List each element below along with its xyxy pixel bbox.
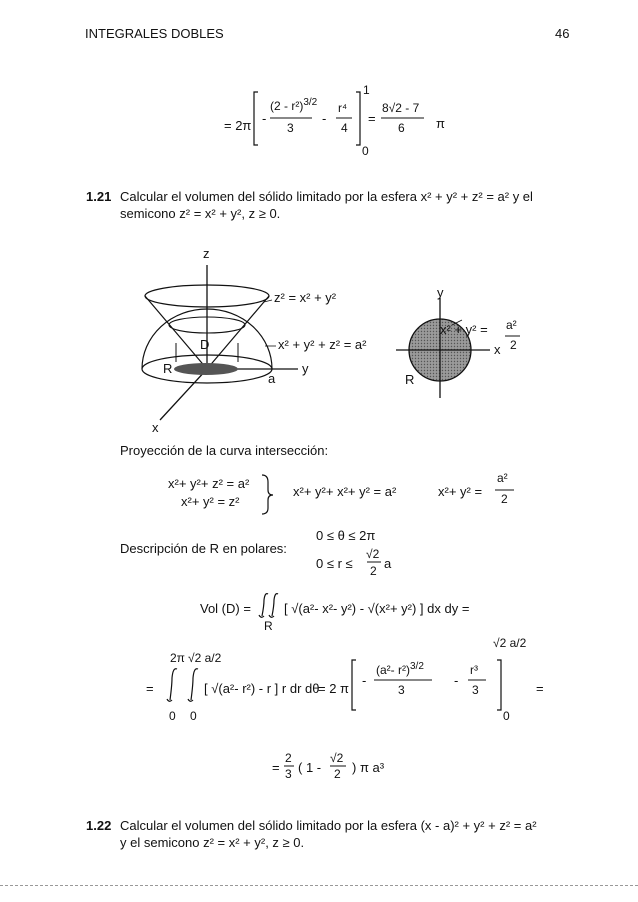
problem-1-21-number: 1.21 [86,189,112,204]
eq1-lower: 0 [362,144,369,158]
eq1-minus2: - [322,111,327,126]
polar-r-num: √2 [366,547,380,561]
polar-r-den: 2 [370,564,377,578]
fig1-axis-x-label: x [152,420,159,435]
pi-f1-den: 3 [398,683,405,697]
bottom-scan-artifact [0,885,638,887]
eq1-suffix: π [436,116,445,131]
projection-sys1: x²+ y²+ z² = a² [168,476,250,491]
pi-eval-lower: 0 [503,709,510,723]
polar-theta-range: 0 ≤ θ ≤ 2π [316,528,376,543]
problem-1-22-line1: Calcular el volumen del sólido limitado por la esfera (x - a)² + y² + z² = a² [120,818,537,833]
result-den: 3 [285,767,292,781]
problem-1-21-line2: semicono z² = x² + y², z ≥ 0. [120,206,281,221]
pi-integrand: [ √(a²- r²) - r ] r dr dθ [204,681,320,696]
fig2-circle-label: x² + y² = [440,322,488,337]
projection-eq-right-den: 2 [501,492,508,506]
fig2-axis-x-label: x [494,342,501,357]
pi-upper-inner: √2 a/2 [188,651,222,665]
pi-f2-den: 3 [472,683,479,697]
result-eq: = [272,760,280,775]
fig2-circle-num: a² [506,318,517,332]
vol-integrand: [ √(a²- x²- y²) - √(x²+ y²) ] dx dy = [284,601,470,616]
polar-r-tail: a [384,556,392,571]
fig1-region-R-label: R [163,361,173,376]
vol-lhs: Vol (D) = [200,601,251,616]
fig1-region-D: D [200,337,210,352]
pi-lower-outer: 0 [169,709,176,723]
problem-1-22-line2: y el semicono z² = x² + y², z ≥ 0. [120,835,305,850]
polar-label: Descripción de R en polares: [120,541,287,556]
eq1-frac1-num-text: (2 - r²) [270,99,304,113]
result-inner-den: 2 [334,767,341,781]
result-paren-open: ( 1 - [298,760,322,775]
projection-eq-mid: x²+ y²+ x²+ y² = a² [293,484,397,499]
pi-f1-num-text: (a²- r²) [376,663,410,677]
pi-eq: = [146,681,154,696]
eq1-frac2-num: r⁴ [338,101,348,115]
problem-1-21-line1: Calcular el volumen del sólido limitado por la esfera x² + y² + z² = a² y el [120,189,533,204]
eq1-equals: = [368,111,376,126]
fig1-axis-y-label: y [302,361,309,376]
eq1-prefix: = 2π [224,118,252,133]
fig2-region-R-label: R [405,372,415,387]
eq1-frac2-den: 4 [341,121,348,135]
eq1-frac3-num: 8√2 - 7 [382,101,420,115]
result-tail: ) π a³ [352,760,385,775]
result-inner-num: √2 [330,751,344,765]
projection-eq-right-lhs: x²+ y² = [438,484,483,499]
page-number: 46 [555,26,570,41]
fig1-axis-z-label: z [203,246,210,261]
polar-r-range: 0 ≤ r ≤ [316,556,353,571]
pi-f1-exp: 3/2 [409,661,424,672]
eq1-frac1-den: 3 [287,121,294,135]
projection-title: Proyección de la curva intersección: [120,443,329,458]
pi-lower-inner: 0 [190,709,197,723]
problem-1-22-number: 1.22 [86,818,112,833]
eq1-minus1: - [262,111,267,126]
pi-eq3: = [536,681,544,696]
pi-minus: - [362,673,367,688]
pi-upper-outer: 2π [170,651,185,665]
header-title: INTEGRALES DOBLES [85,26,224,41]
pi-eval-upper: √2 a/2 [493,636,527,650]
vol-region: R [264,619,273,633]
eq1-upper: 1 [363,83,370,97]
fig2-circle-den: 2 [510,338,517,352]
fig2-axis-y-label: y [437,285,444,300]
projection-eq-right-num: a² [497,471,508,485]
fig1-cone-label: z² = x² + y² [274,290,337,305]
eq1-frac1-exp: 3/2 [303,97,318,108]
result-num: 2 [285,751,292,765]
fig1-radius-a: a [268,371,276,386]
pi-f2-num: r³ [470,663,478,677]
eq1-frac3-den: 6 [398,121,405,135]
projection-sys2: x²+ y² = z² [181,494,240,509]
fig1-sphere-label: x² + y² + z² = a² [278,337,367,352]
pi-eq2: = 2 π [318,681,350,696]
pi-minus2: - [454,673,459,688]
